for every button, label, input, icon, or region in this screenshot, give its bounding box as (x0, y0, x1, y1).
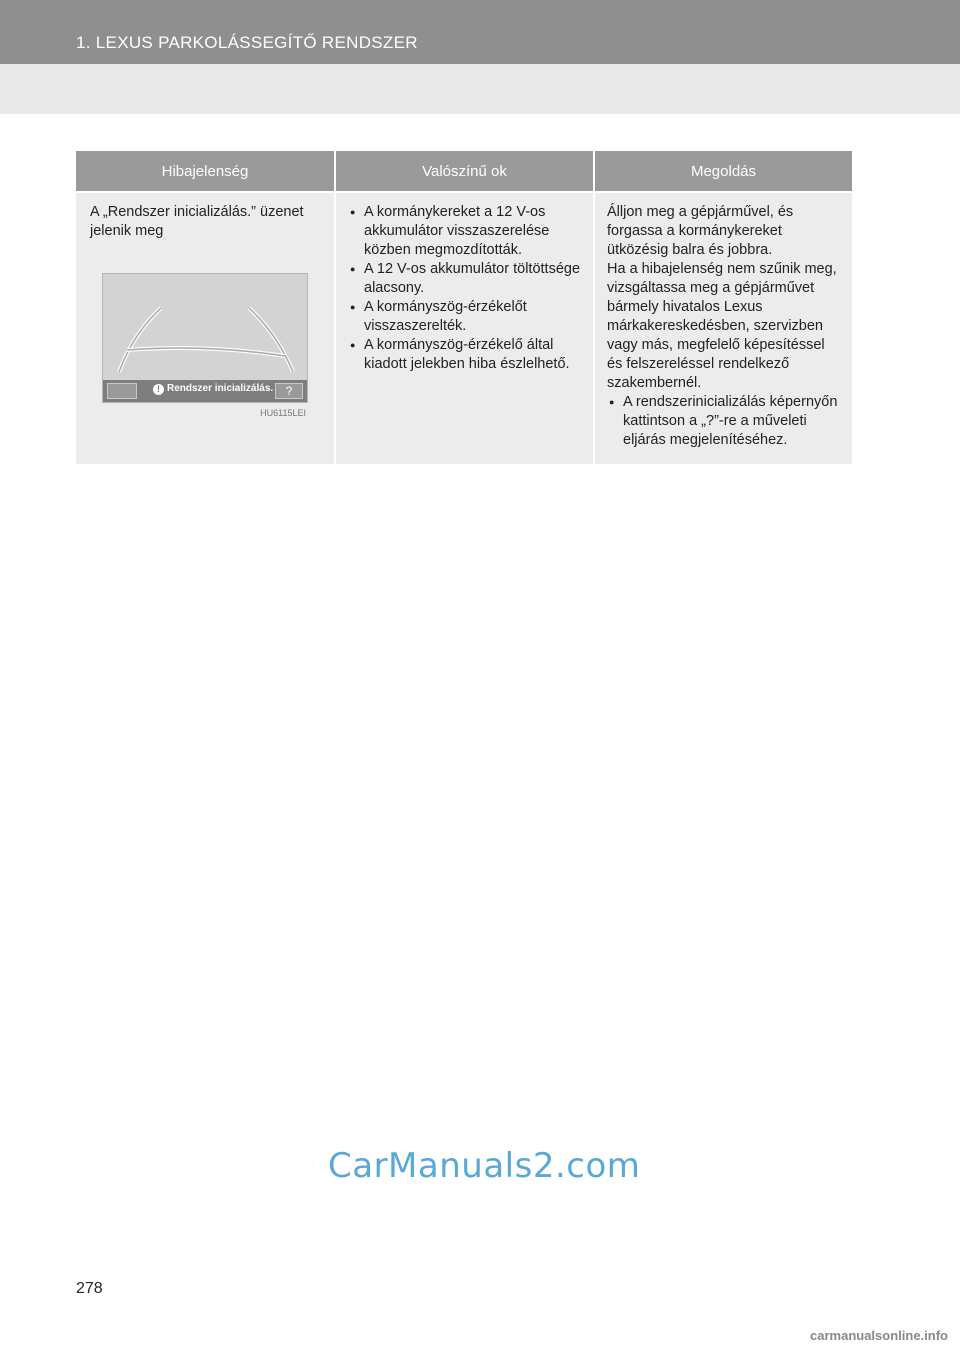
page-title: 1. LEXUS PARKOLÁSSEGÍTŐ RENDSZER (76, 33, 418, 52)
screen-status-bar (103, 380, 307, 402)
table-header-row (76, 151, 852, 192)
table-row (76, 192, 852, 464)
camera-screen (102, 273, 308, 403)
header-bar (0, 0, 960, 64)
camera-view-icon (107, 383, 137, 399)
watermark: CarManuals2.com (328, 1146, 641, 1186)
page-number: 278 (76, 1280, 103, 1297)
init-message (153, 379, 273, 398)
symptom-cell (76, 192, 335, 464)
warning-icon: ! (153, 384, 164, 395)
list-item: ● A rendszerinicializálás képernyőn kattintson a „?”-re a műveleti eljárás megjelenítéséhez. (607, 393, 840, 450)
list-item: ● A kormányszög-érzékelő által kiadott jelekben hiba észlelhető. (348, 336, 581, 374)
list-item: ● A kormánykereket a 12 V-os akkumulátor visszaszerelése közben megmozdították. (348, 203, 581, 260)
screen-figure (102, 273, 308, 418)
solution-text: Álljon meg a gépjárművel, és forgassa a kormánykereket ütközésig balra és jobbra. Ha a hibajelenség nem szűnik meg, vizsgáltassa meg a gépjárművet bármely hivatalos Lexus márkakereskedésben, szervizben vagy más, megfelelő képesítéssel és felszereléssel rendelkező szakembernél. (607, 204, 837, 391)
help-button: ? (275, 383, 303, 399)
troubleshooting-table (76, 151, 852, 464)
list-item: ● A kormányszög-érzékelőt visszaszerelték. (348, 298, 581, 336)
footer-link[interactable]: carmanualsonline.info (810, 1328, 948, 1343)
init-message-text: Rendszer inicializálás. (167, 383, 274, 394)
header-symptom: Hibajelenség (76, 151, 335, 192)
header-subband (0, 64, 960, 114)
symptom-text: A „Rendszer inicializálás.” üzenet jelenik meg (90, 204, 304, 239)
header-cause: Valószínű ok (335, 151, 594, 192)
solution-cell (594, 192, 852, 464)
solution-list (607, 393, 840, 450)
list-item: ● A 12 V-os akkumulátor töltöttsége alacsony. (348, 260, 581, 298)
cause-cell (335, 192, 594, 464)
figure-code: HU6115LEI (260, 408, 306, 418)
header-solution: Megoldás (594, 151, 852, 192)
cause-list (348, 203, 581, 374)
